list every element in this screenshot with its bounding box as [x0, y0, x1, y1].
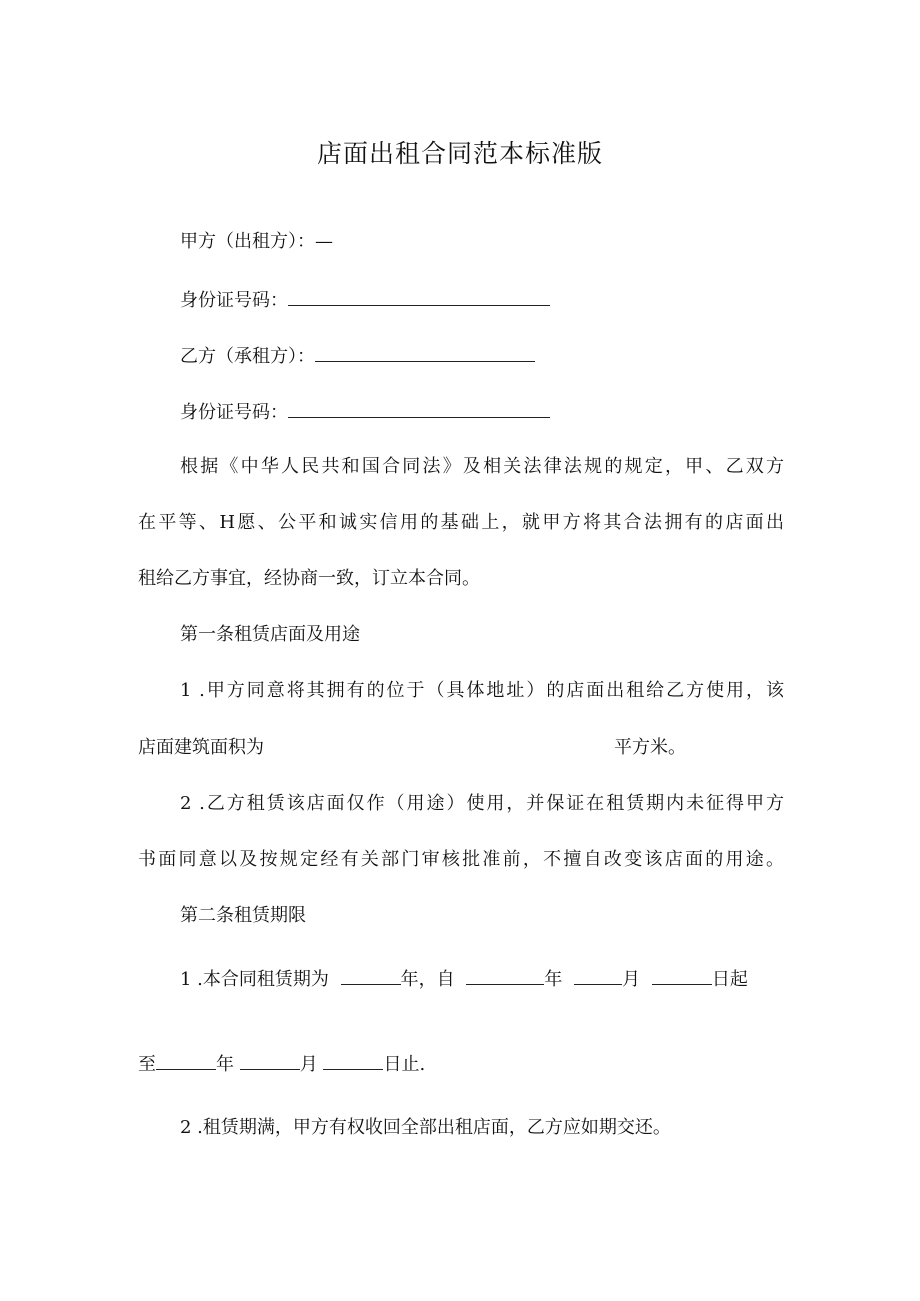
party-a-id-blank[interactable]	[288, 287, 550, 306]
article-1-heading: 第一条租赁店面及用途	[180, 624, 360, 645]
start-day-blank[interactable]	[652, 966, 712, 985]
end-month-blank[interactable]	[240, 1051, 300, 1070]
party-b-line	[180, 343, 535, 369]
party-b-name-blank[interactable]	[315, 343, 535, 362]
article-1-clause-1-area-left: 店面建筑面积为	[138, 737, 264, 758]
end-year-unit: 年	[216, 1054, 234, 1075]
article-1-clause-1-line-1: 1 .甲方同意将其拥有的位于（具体地址）的店面出租给乙方使用，该	[180, 680, 784, 701]
party-a-id-label: 身份证号码：	[180, 290, 288, 311]
party-a-line	[180, 230, 333, 254]
preamble-line-1: 根据《中华人民共和国合同法》及相关法律法规的规定，甲、乙双方	[180, 456, 784, 477]
start-year-blank[interactable]	[466, 966, 544, 985]
party-a-id-line	[180, 287, 550, 313]
article-2-clause-1-end-line	[138, 1051, 425, 1077]
party-b-id-blank[interactable]	[288, 399, 550, 418]
end-day-unit: 日止.	[383, 1054, 426, 1075]
start-month-blank[interactable]	[574, 966, 622, 985]
document-title: 店面出租合同范本标准版	[316, 139, 603, 168]
end-year-blank[interactable]	[156, 1051, 216, 1070]
end-day-blank[interactable]	[323, 1051, 383, 1070]
article-2-clause-2: 2 .租赁期满，甲方有权收回全部出租店面，乙方应如期交还。	[180, 1117, 671, 1138]
article-2-clause-1-line	[180, 966, 748, 992]
term-prefix: 1 .本合同租赁期为	[180, 969, 329, 990]
end-month-unit: 月	[299, 1054, 318, 1075]
start-month-unit: 月	[622, 969, 641, 990]
end-prefix: 至	[138, 1054, 156, 1075]
start-year-unit: 年	[544, 969, 563, 990]
start-day-unit: 日起	[711, 969, 748, 990]
party-a-label: 甲方（出租方）：—	[180, 231, 333, 252]
party-b-id-line	[180, 399, 550, 425]
article-1-clause-1-area-unit: 平方米。	[614, 737, 686, 758]
article-1-clause-2-line-1: 2 .乙方租赁该店面仅作（用途）使用，并保证在租赁期内未征得甲方	[180, 793, 784, 814]
party-b-id-label: 身份证号码：	[180, 402, 288, 423]
article-2-heading: 第二条租赁期限	[180, 905, 306, 926]
article-1-clause-2-line-2: 书面同意以及按规定经有关部门审核批准前，不擅自改变该店面的用途。	[138, 849, 784, 870]
preamble-line-2: 在平等、H愿、公平和诚实信用的基础上，就甲方将其合法拥有的店面出	[138, 512, 784, 533]
term-year-unit: 年，自	[400, 969, 455, 990]
preamble-line-3: 租给乙方事宜，经协商一致，订立本合同。	[138, 568, 480, 589]
term-years-blank[interactable]	[341, 966, 401, 985]
party-b-label: 乙方（承租方）：	[180, 346, 315, 367]
